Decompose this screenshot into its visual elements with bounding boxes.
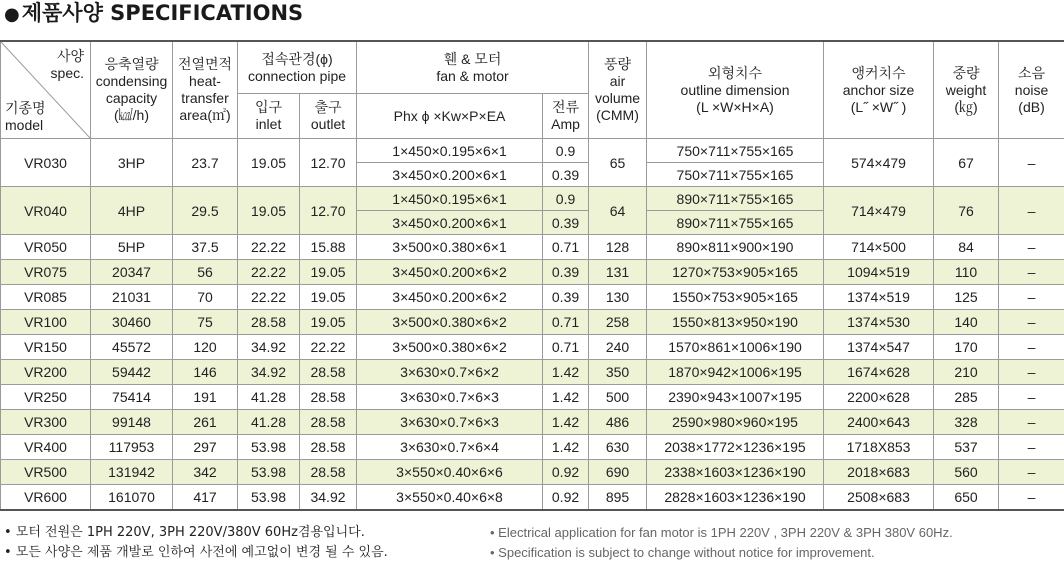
cell-air: 690 — [589, 460, 647, 485]
table-row — [1, 235, 1064, 260]
note-en-2: • Specification is subject to change without notice for improvement. — [490, 545, 875, 560]
table-row — [1, 485, 1064, 511]
cell-noise: – — [999, 310, 1064, 335]
cell-air: 895 — [589, 485, 647, 511]
cell-capacity: 21031 — [91, 285, 173, 310]
spec-table-body — [1, 139, 1064, 511]
cell-noise: – — [999, 385, 1064, 410]
cell-capacity: 117953 — [91, 435, 173, 460]
header-noise: 소음 noise (dB) — [999, 41, 1064, 139]
cell-weight: 140 — [934, 310, 999, 335]
cell-anchor: 1374×547 — [824, 335, 934, 360]
cell-air: 64 — [589, 187, 647, 235]
cell-air: 500 — [589, 385, 647, 410]
cell-outline: 750×711×755×165 — [647, 163, 824, 187]
cell-model: VR030 — [1, 139, 91, 187]
cell-outline: 2338×1603×1236×190 — [647, 460, 824, 485]
cell-outline: 1570×861×1006×190 — [647, 335, 824, 360]
cell-outline: 890×711×755×165 — [647, 211, 824, 235]
table-row — [1, 260, 1064, 285]
cell-anchor: 2400×643 — [824, 410, 934, 435]
cell-capacity: 161070 — [91, 485, 173, 511]
cell-fan: 1×450×0.195×6×1 — [357, 187, 543, 211]
cell-outlet: 19.05 — [300, 285, 357, 310]
cell-weight: 210 — [934, 360, 999, 385]
cell-inlet: 22.22 — [238, 285, 300, 310]
cell-capacity: 3HP — [91, 139, 173, 187]
cell-capacity: 20347 — [91, 260, 173, 285]
cell-inlet: 28.58 — [238, 310, 300, 335]
header-current: 전류 Amp — [543, 94, 589, 139]
cell-fan: 3×450×0.200×6×2 — [357, 260, 543, 285]
cell-anchor: 2200×628 — [824, 385, 934, 410]
cell-air: 130 — [589, 285, 647, 310]
cell-area: 297 — [173, 435, 238, 460]
cell-amp: 0.92 — [543, 485, 589, 511]
cell-amp: 0.71 — [543, 335, 589, 360]
header-outline: 외형치수 outline dimension (L ×W×H×A) — [647, 41, 824, 139]
cell-outline: 2390×943×1007×195 — [647, 385, 824, 410]
cell-anchor: 1718X853 — [824, 435, 934, 460]
title-text: 제품사양 SPECIFICATIONS — [21, 1, 304, 25]
cell-model: VR400 — [1, 435, 91, 460]
cell-area: 70 — [173, 285, 238, 310]
cell-amp: 0.92 — [543, 460, 589, 485]
cell-weight: 328 — [934, 410, 999, 435]
header-model-label: 기종명 model — [5, 100, 46, 133]
cell-amp: 0.39 — [543, 163, 589, 187]
header-model — [1, 41, 91, 139]
cell-fan: 3×630×0.7×6×2 — [357, 360, 543, 385]
cell-area: 417 — [173, 485, 238, 511]
notes-english — [490, 523, 953, 563]
cell-fan: 3×450×0.200×6×1 — [357, 163, 543, 187]
cell-fan: 3×450×0.200×6×2 — [357, 285, 543, 310]
cell-inlet: 41.28 — [238, 385, 300, 410]
header-spec-label: 사양 spec. — [50, 48, 84, 81]
cell-area: 191 — [173, 385, 238, 410]
cell-anchor: 714×479 — [824, 187, 934, 235]
cell-model: VR200 — [1, 360, 91, 385]
cell-area: 146 — [173, 360, 238, 385]
cell-noise: – — [999, 187, 1064, 235]
cell-outlet: 15.88 — [300, 235, 357, 260]
table-row — [1, 385, 1064, 410]
cell-weight: 76 — [934, 187, 999, 235]
cell-amp: 1.42 — [543, 435, 589, 460]
cell-outline: 2038×1772×1236×195 — [647, 435, 824, 460]
header-fan-spec: Phx ϕ ×Kw×P×EA — [357, 94, 543, 139]
header-condensing: 응축열량 condensing capacity (㎉/h) — [91, 41, 173, 139]
cell-weight: 125 — [934, 285, 999, 310]
cell-weight: 110 — [934, 260, 999, 285]
cell-anchor: 1674×628 — [824, 360, 934, 385]
cell-weight: 67 — [934, 139, 999, 187]
cell-anchor: 574×479 — [824, 139, 934, 187]
cell-capacity: 131942 — [91, 460, 173, 485]
cell-outlet: 28.58 — [300, 385, 357, 410]
cell-air: 486 — [589, 410, 647, 435]
cell-model: VR600 — [1, 485, 91, 511]
cell-model: VR250 — [1, 385, 91, 410]
cell-noise: – — [999, 260, 1064, 285]
cell-amp: 0.9 — [543, 187, 589, 211]
note-en-1: • Electrical application for fan motor is 1PH 220V , 3PH 220V & 3PH 380V 60Hz. — [490, 525, 953, 540]
cell-weight: 560 — [934, 460, 999, 485]
cell-inlet: 34.92 — [238, 335, 300, 360]
table-row — [1, 360, 1064, 385]
cell-model: VR150 — [1, 335, 91, 360]
cell-anchor: 1374×530 — [824, 310, 934, 335]
cell-inlet: 53.98 — [238, 460, 300, 485]
table-row — [1, 410, 1064, 435]
cell-anchor: 714×500 — [824, 235, 934, 260]
cell-air: 65 — [589, 139, 647, 187]
cell-outlet: 34.92 — [300, 485, 357, 511]
cell-weight: 537 — [934, 435, 999, 460]
cell-fan: 1×450×0.195×6×1 — [357, 139, 543, 163]
cell-area: 120 — [173, 335, 238, 360]
table-row — [1, 335, 1064, 360]
cell-area: 261 — [173, 410, 238, 435]
cell-fan: 3×550×0.40×6×8 — [357, 485, 543, 511]
cell-noise: – — [999, 360, 1064, 385]
cell-area: 342 — [173, 460, 238, 485]
cell-weight: 650 — [934, 485, 999, 511]
header-connection: 접속관경(ϕ) connection pipe — [238, 41, 357, 94]
cell-noise: – — [999, 139, 1064, 187]
cell-model: VR300 — [1, 410, 91, 435]
cell-air: 131 — [589, 260, 647, 285]
header-inlet: 입구 inlet — [238, 94, 300, 139]
note-ko-2: • 모든 사양은 제품 개발로 인하여 사전에 예고없이 변경 될 수 있음. — [4, 545, 388, 560]
cell-capacity: 75414 — [91, 385, 173, 410]
cell-anchor: 1094×519 — [824, 260, 934, 285]
cell-model: VR100 — [1, 310, 91, 335]
cell-outlet: 28.58 — [300, 360, 357, 385]
cell-area: 37.5 — [173, 235, 238, 260]
cell-outline: 890×711×755×165 — [647, 187, 824, 211]
cell-area: 23.7 — [173, 139, 238, 187]
table-row — [1, 139, 1064, 163]
cell-inlet: 19.05 — [238, 187, 300, 235]
cell-outline: 890×811×900×190 — [647, 235, 824, 260]
cell-amp: 0.71 — [543, 235, 589, 260]
cell-outlet: 12.70 — [300, 187, 357, 235]
cell-outlet: 19.05 — [300, 260, 357, 285]
cell-capacity: 99148 — [91, 410, 173, 435]
cell-amp: 1.42 — [543, 410, 589, 435]
cell-amp: 0.39 — [543, 285, 589, 310]
cell-outlet: 19.05 — [300, 310, 357, 335]
cell-inlet: 34.92 — [238, 360, 300, 385]
cell-anchor: 2508×683 — [824, 485, 934, 511]
cell-fan: 3×500×0.380×6×1 — [357, 235, 543, 260]
cell-capacity: 4HP — [91, 187, 173, 235]
cell-noise: – — [999, 485, 1064, 511]
cell-inlet: 53.98 — [238, 435, 300, 460]
cell-area: 56 — [173, 260, 238, 285]
cell-outline: 1550×813×950×190 — [647, 310, 824, 335]
cell-amp: 1.42 — [543, 385, 589, 410]
cell-amp: 0.9 — [543, 139, 589, 163]
cell-outline: 1550×753×905×165 — [647, 285, 824, 310]
cell-capacity: 45572 — [91, 335, 173, 360]
cell-noise: – — [999, 335, 1064, 360]
cell-outline: 1270×753×905×165 — [647, 260, 824, 285]
header-fan-motor: 휀 & 모터 fan & motor — [357, 41, 589, 94]
table-row — [1, 285, 1064, 310]
cell-weight: 170 — [934, 335, 999, 360]
cell-fan: 3×500×0.380×6×2 — [357, 310, 543, 335]
cell-amp: 1.42 — [543, 360, 589, 385]
note-ko-1: • 모터 전원은 1PH 220V, 3PH 220V/380V 60Hz겸용입니다. — [4, 525, 365, 540]
cell-amp: 0.71 — [543, 310, 589, 335]
cell-fan: 3×450×0.200×6×1 — [357, 211, 543, 235]
cell-noise: – — [999, 410, 1064, 435]
notes-korean — [4, 523, 388, 563]
spec-table — [0, 40, 1064, 511]
cell-amp: 0.39 — [543, 211, 589, 235]
cell-area: 29.5 — [173, 187, 238, 235]
header-heat-area: 전열면적 heat- transfer area(㎡) — [173, 41, 238, 139]
cell-amp: 0.39 — [543, 260, 589, 285]
cell-fan: 3×500×0.380×6×2 — [357, 335, 543, 360]
table-row — [1, 460, 1064, 485]
table-row — [1, 187, 1064, 211]
cell-inlet: 53.98 — [238, 485, 300, 511]
cell-noise: – — [999, 235, 1064, 260]
cell-capacity: 5HP — [91, 235, 173, 260]
cell-outlet: 12.70 — [300, 139, 357, 187]
cell-inlet: 22.22 — [238, 235, 300, 260]
title-bullet: ● — [4, 4, 20, 25]
cell-air: 350 — [589, 360, 647, 385]
cell-noise: – — [999, 460, 1064, 485]
cell-weight: 84 — [934, 235, 999, 260]
cell-fan: 3×630×0.7×6×4 — [357, 435, 543, 460]
cell-fan: 3×550×0.40×6×6 — [357, 460, 543, 485]
cell-model: VR040 — [1, 187, 91, 235]
cell-outline: 2590×980×960×195 — [647, 410, 824, 435]
cell-area: 75 — [173, 310, 238, 335]
cell-air: 240 — [589, 335, 647, 360]
cell-anchor: 2018×683 — [824, 460, 934, 485]
cell-model: VR085 — [1, 285, 91, 310]
cell-air: 630 — [589, 435, 647, 460]
cell-outline: 1870×942×1006×195 — [647, 360, 824, 385]
table-row — [1, 310, 1064, 335]
cell-fan: 3×630×0.7×6×3 — [357, 410, 543, 435]
cell-air: 128 — [589, 235, 647, 260]
cell-outline: 2828×1603×1236×190 — [647, 485, 824, 511]
cell-model: VR075 — [1, 260, 91, 285]
cell-outlet: 22.22 — [300, 335, 357, 360]
cell-air: 258 — [589, 310, 647, 335]
cell-model: VR500 — [1, 460, 91, 485]
cell-outlet: 28.58 — [300, 460, 357, 485]
cell-noise: – — [999, 435, 1064, 460]
table-row — [1, 435, 1064, 460]
page-title — [4, 0, 303, 28]
header-outlet: 출구 outlet — [300, 94, 357, 139]
header-air-volume: 풍량 air volume (CMM) — [589, 41, 647, 139]
cell-noise: – — [999, 285, 1064, 310]
cell-capacity: 59442 — [91, 360, 173, 385]
cell-anchor: 1374×519 — [824, 285, 934, 310]
cell-model: VR050 — [1, 235, 91, 260]
cell-weight: 285 — [934, 385, 999, 410]
cell-inlet: 22.22 — [238, 260, 300, 285]
cell-capacity: 30460 — [91, 310, 173, 335]
cell-fan: 3×630×0.7×6×3 — [357, 385, 543, 410]
cell-outlet: 28.58 — [300, 410, 357, 435]
cell-outlet: 28.58 — [300, 435, 357, 460]
cell-inlet: 19.05 — [238, 139, 300, 187]
header-anchor: 앵커치수 anchor size (L˝ ×W˝ ) — [824, 41, 934, 139]
cell-inlet: 41.28 — [238, 410, 300, 435]
header-weight: 중량 weight (㎏) — [934, 41, 999, 139]
cell-outline: 750×711×755×165 — [647, 139, 824, 163]
